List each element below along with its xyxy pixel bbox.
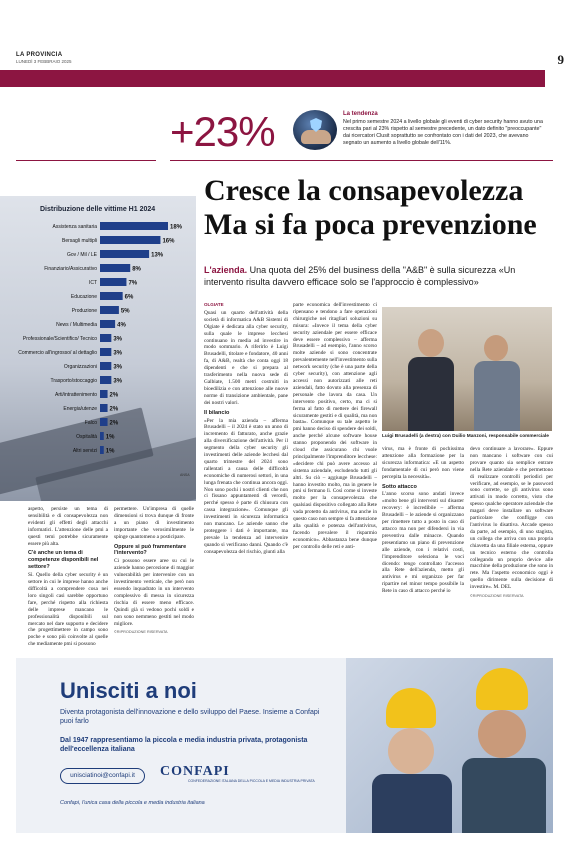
chart-value-label: 16% [162,238,175,245]
kicker-lead: L'azienda. [204,265,248,275]
chart-value-label: 8% [132,266,141,273]
chart-category-label: Professionale/Scientifico/ Tecnico [22,336,97,342]
chart-value-label: 13% [151,252,164,259]
ad-title: Unisciti a noi [60,678,197,703]
chart-category-label: Gov / Mil / LE [66,252,97,258]
kicker [204,264,554,288]
chart-category-label: Ospitalità [76,434,97,440]
article-photo [382,307,552,431]
headline-line-2: Ma si fa poca prevenzione [204,208,537,241]
bar-chart [0,218,196,468]
chart-bar [100,404,108,412]
chart-bar [100,348,111,356]
chart-value-label: 2% [109,392,119,399]
chart-bar [100,446,104,454]
chart-bar [100,418,108,426]
chart-bar [100,264,130,272]
chart-bar [100,320,115,328]
chart-bar [100,432,104,440]
confapi-logo-sub: CONFEDERAZIONE ITALIANA DELLA PICCOLA E MEDIA INDUSTRIA PRIVATA [188,779,315,783]
headline-line-1: Cresce la consapevolezza [204,174,524,207]
chart-category-label: Assistenza sanitaria [52,224,97,230]
article-column-3: virus, ma è fronte di pochissima attenzione alla formazione per la sicurezza informatica: «E un aspetto fondamentale di cui però non viene percepita la necessità». Sotto attacco L'anno scorso sono andati invece «molto bene gli interventi sul disaster recovery: è incredibile – afferma Brusadelli – le aziende si organizzano per rimettere tutto a posto in caso di attacco ma non per difendersi in via preventiva dalle minacce. Quando presentiamo un piano di prevenzione alle aziende, con i relativi costi, l'imprenditore seleziona le voci dicendo: tengo controllato l'accesso alla Rete dell'azienda, metto gli antivirus e mi organizzo per far ripartire nel minor tempo possibile la Rete in caso di attacco perché io [382,446,464,595]
chart-title: Distribuzione delle vittime H1 2024 [40,206,156,213]
chart-category-label: Trasporto/stoccaggio [50,378,97,384]
chart-value-label: 1% [105,448,115,455]
chart-category-label: ICT [88,280,97,286]
chart-bar [100,390,108,398]
chart-bar [100,250,149,258]
chart-value-label: 6% [124,294,134,301]
chart-bar [100,334,111,342]
chart-category-label: Falco [84,420,97,426]
chart-value-label: 3% [113,336,123,343]
chart-bar [100,306,119,314]
chart-value-label: 3% [113,364,123,371]
confapi-logo: CONFAPI [160,764,230,779]
trend-text: Nel primo semestre 2024 a livello globale gli eventi di cyber security hanno avuto una crescita pari al 23% rispetto al semestre precedente, un dato definito "preoccupante" dai ricercatori Clusit soprattutto se confrontato con i dati del 2023, che avevano segnato un aumento a livello globale dell'11%. [343,119,543,146]
chart-value-label: 3% [113,350,123,357]
article-column-2: parte economica dell'investimento ci ripensano e tendono a fare operazioni chirurgiche nei ritagliari soluzioni su misura: «Invece il tema della cyber security aziendale per essere efficace deve essere complessivo – afferma Brusadelli – ad esempio, l'anno scorso molte aziende si sono concentrate prevalentemente nell'investimento sulla network security (che è una parte della cyber security), con attenzione agli accessi non autorizzati alle reti aziendali, fatto dovuto alla presenza di personale che lavora da casa. Un intervento positivo, certo, ma ci si ferma al fatto di mettere dei firewall sicuramente gestiti e di qualità, ma non basta». Comunque su tale aspetto le pmi hanno deciso di spendere dei soldi, anche perché alcune software house stanno proponendo dei software in cloud che assicurano chi vuole principalmente l'imprenditore lecchese: «decidere chi può avere accesso al sistema aziendale, escludendo tutti gli altri. Su ciò – aggiunge Brusadelli – hanno investito molto, ma in genere le pmi si fermano lì. Così come si investe molto per la consapevolezza che qualsiasi dispositivo collegato alla Rete vada protetto da antivirus, ma anche in questo caso non sempre si fa attenzione alla qualità e potenza dell'antivirus, facendo prevalere il risparmio economico». Abbastanza bene dunque per controllo delle reti e anti- [293,302,377,550]
chart-bar [100,278,126,286]
ad-claim: Dal 1947 rappresentiamo la piccola e media industria privata, protagonista dell'eccellenza italiana [60,737,308,753]
divider [16,160,156,161]
chart-category-label: Commercio all'ingrosso/ al dettaglio [18,350,97,356]
chart-value-label: 18% [170,224,183,231]
chart-value-label: 2% [109,420,119,427]
location: OLGIATE [204,302,224,307]
chart-bar [100,376,111,384]
chart-bar [100,236,160,244]
chart-category-label: Altri servizi [72,448,97,454]
chart-category-label: Produzione [71,308,97,314]
chart-category-label: Energia/utenze [63,406,97,412]
chart-category-label: Arti/intrattenimento [55,392,97,398]
chart-category-label: Finanziario/Assicurativo [44,266,97,272]
chart-value-label: 2% [109,406,119,413]
chart-bar [100,292,123,300]
chart-bar [100,222,168,230]
chart-value-label: 3% [113,378,123,385]
masthead: LA PROVINCIA [16,52,63,58]
divider [170,160,553,161]
article-column-4: devo continuare a lavorare». Eppure non mancano i software con cui provare quanto sia semplice entrare nella Rete aziendale e che permettono di realizzare controlli periodici per verificare, ad esempio, se le password sono corrette, se gli antivirus sono attivati in modo corretto, visto che spesso qualche operatore aziendale che magari deve installare un software particolare che confligge con l'antivirus lo disattiva. Accade spesso da parte, ad esempio, di uno stagista, un collega che arriva con una propria chiavetta da una filiale esterna, oppure un tecnico esterno che controlla collegando un proprio device alle macchine della produzione che sono in rete. Ma l'aspetto economico oggi è quello dirimente sulla decisione di investire». M. DEL ©RIPRODUZIONE RISERVATA [470,446,553,599]
trend-label: La tendenza [343,111,378,117]
security-shield-image [293,110,337,150]
section-band [0,70,545,87]
chart-category-label: Educazione [70,294,97,300]
chart-category-label: Organizzazioni [63,364,97,370]
chart-bar [100,362,111,370]
chart-category-label: Bersagli multipli [61,238,97,244]
ad-email-link[interactable]: unisciatinoi@confapi.it [60,768,145,784]
kicker-text: Una quota del 25% del business della "A&B" è sulla sicurezza «Un intervento risulta davvero efficace solo se l'approccio è complessivo» [204,265,516,287]
headline [204,174,554,242]
dateline: LUNEDÌ 3 FEBBRAIO 2025 [16,59,72,64]
article-column-1: OLGIATE Quasi un quarto dell'attività della società di informatica A&B Sistemi di Olgiate è dedicata alla cyber security, sulla quale le imprese lecchesi continuano in media ad investire in modo sommario. A riferirlo è Luigi Brusadelli, titolare e fondatore, 40 anni fa, di A&B, realtà che conta oggi 18 dipendenti e che si prepara al trasferimento nella nuova sede di Galbiate, 1.500 metri costruiti in bioedilizia e con attenzione alle nuove norme di transizione ambientale, pane dei nostri valori. Il bilancio «Per la mia azienda – afferma Brusadelli – il 2024 è stato un anno di incremento di fatturato, anche grazie alla diversificazione dell'attività. Per il segmento della cyber security gli investimenti delle aziende lecchesi dal quarto trimestre del 2024 sono rallentati a causa delle difficoltà economiche di numerosi settori, in una lunga frenata che continua ancora oggi. Non sono pochi i nostri clienti che non ci fissano appuntamenti di verordi, perché spesso è parte di chiusura con cassa integrazione». Comunque gli investimenti in sicurezza informatica non mancano. Le aziende sanno che proteggere i dati è importante, ma prevale la tendenza ad intervenire quando si verificano danni. Quando c'è consapevolezza del rischio, giunti alla [204,302,288,555]
ad-footer: Confapi, l'unica casa della piccola e media industria italiana [60,800,205,806]
chart-value-label: 4% [117,322,126,329]
chart-value-label: 1% [105,434,115,441]
ad-subtitle: Diventa protagonista dell'innovazione e dello sviluppo del Paese. Insieme a Confapi puoi farlo [60,709,320,725]
chart-category-label: News / Multimedia [56,322,97,328]
big-stat-value: +23% [170,108,275,155]
interview-column-a: aspetto, persiste un tema di sensibilità e di consapevolezza non evidenti gli effetti degli attacchi informatici. L'attenzione delle pmi a questi temi potrebbe sicuramente essere più alta. C'è anche un tema di competenze disponibili nel settore? Sì. Quello della cyber security è un settore in cui le imprese hanno anche difficoltà a comprendere cosa nei loro singoli casi sarebbe opportuno fare, perché rispetto alla richiesta delle imprese mancano le professionalità disponibili sul mercato nel dare supporto e decidere che progettimettere in campo sono poche e sono più coinvolte al quelle che mediamente pmi si possono [28,506,108,648]
interview-column-b: permettere. Un'impresa di quelle dimensioni si trova dunque di fronte a un piano di investimento importante che verosimilmente le spinge quantomeno a posticipare. Oppure si può frammentare l'intervento? Ci possono essere aree su cui le aziende hanno percezione di maggior vulnerabilità per intervenire con un investimento verticale, che però non essendo inquadrato in un intervento complessivo di messa in sicurezza rischia di essere meno efficace. Quindi già si vedono pochi soldi e non sono nemmeno gestiti nel modo migliore. ©RIPRODUZIONE RISERVATA [114,506,194,635]
photo-caption: Luigi Brusadelli (a destra) con Duilio Manzoni, responsabile commerciale [382,434,549,439]
page-number: 9 [557,52,564,67]
chart-value-label: 5% [120,308,130,315]
chart-value-label: 7% [128,280,138,287]
chart-credit: ANSA [180,473,190,477]
